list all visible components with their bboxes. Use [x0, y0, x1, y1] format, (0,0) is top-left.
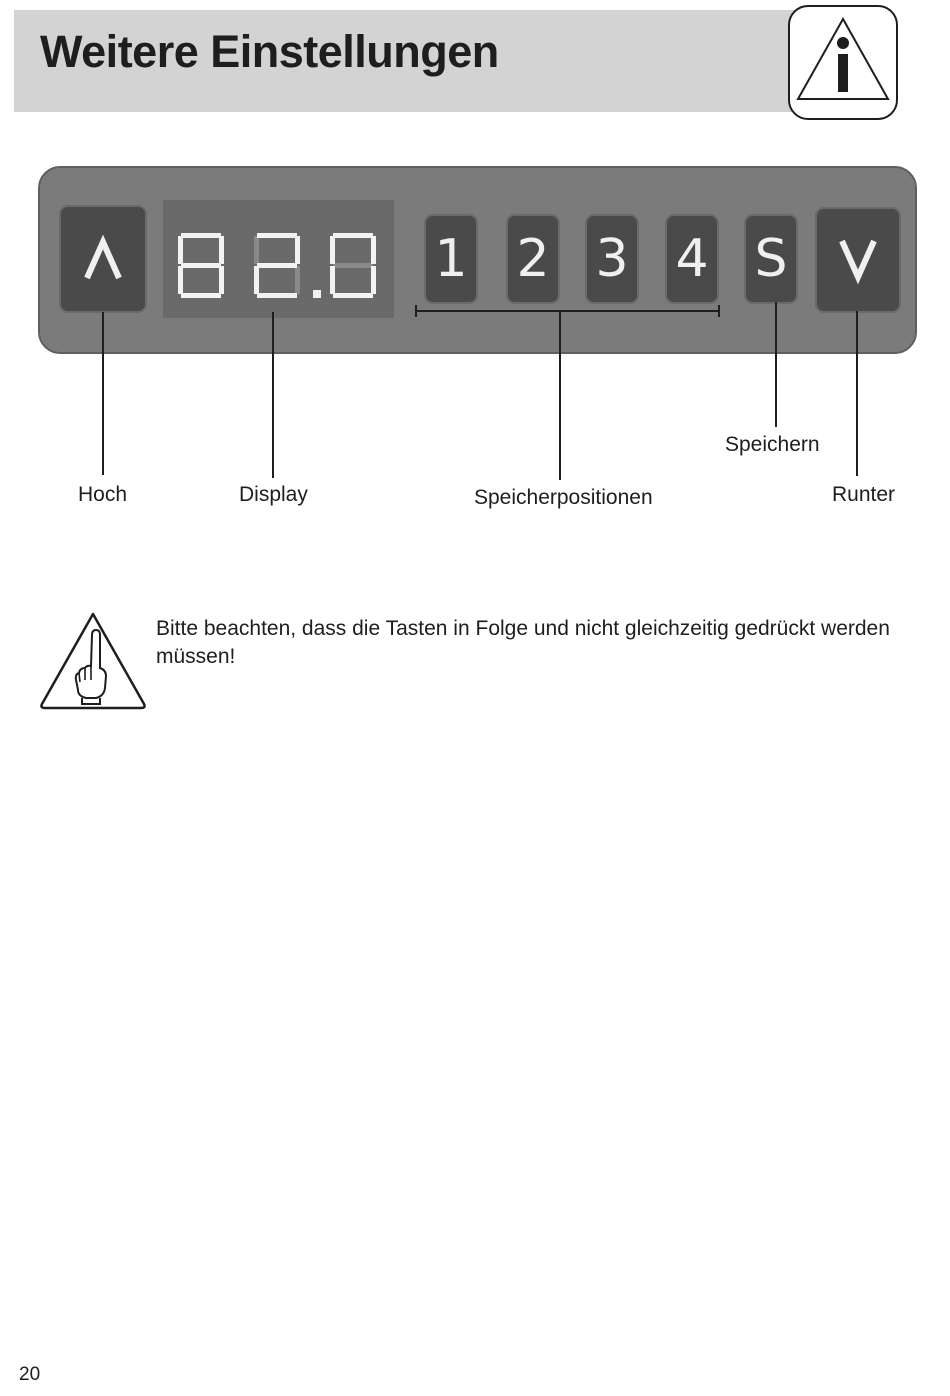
memory-key-1[interactable] — [424, 214, 478, 304]
callout-label-display: Display — [239, 483, 308, 506]
memory-key-4[interactable] — [665, 214, 719, 304]
down-key[interactable] — [815, 207, 901, 313]
page-title: Weitere Einstellungen — [40, 26, 499, 77]
page-number: 20 — [19, 1364, 41, 1385]
memory-key-2-label: 2 — [516, 229, 550, 289]
up-key[interactable] — [59, 205, 147, 313]
callout-label-memory: Speicherpositionen — [474, 486, 653, 509]
seven-segment-digits — [163, 200, 394, 318]
memory-key-3[interactable] — [585, 214, 639, 304]
note-text: Bitte beachten, dass die Tasten in Folge und nicht gleichzeitig gedrückt werden müssen! — [156, 617, 890, 668]
memory-bracket-left-cap — [415, 305, 417, 317]
callout-line-save — [775, 302, 777, 427]
memory-key-4-label: 4 — [675, 229, 709, 289]
callout-line-down — [856, 311, 858, 476]
memory-key-1-label: 1 — [434, 229, 468, 289]
callout-line-memory — [559, 311, 561, 480]
callout-label-save: Speichern — [725, 433, 820, 456]
save-key[interactable] — [744, 214, 798, 304]
pointing-hand-warning-icon — [38, 610, 148, 710]
save-key-label: S — [754, 229, 788, 289]
memory-key-3-label: 3 — [595, 229, 629, 289]
down-arrow-icon — [833, 235, 883, 285]
callout-label-up: Hoch — [78, 483, 128, 506]
callout-line-display — [272, 312, 274, 478]
info-icon — [788, 5, 898, 120]
memory-bracket-right-cap — [718, 305, 720, 317]
callout-line-up — [102, 312, 104, 475]
height-display — [163, 200, 394, 318]
memory-bracket — [415, 310, 720, 312]
up-arrow-icon — [78, 234, 128, 284]
callout-label-down: Runter — [832, 483, 896, 506]
memory-key-2[interactable] — [506, 214, 560, 304]
